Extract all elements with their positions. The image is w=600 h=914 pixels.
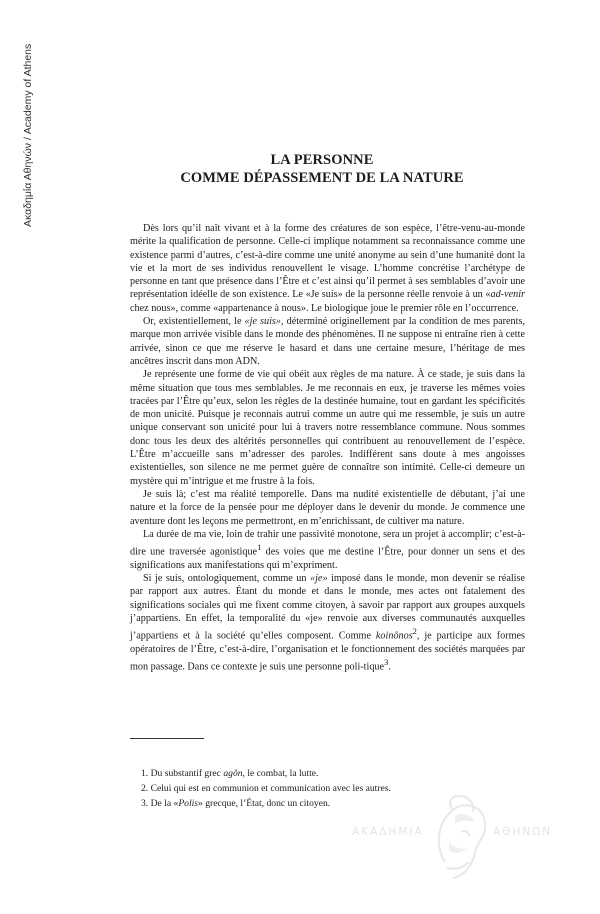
athena-seal-icon xyxy=(425,792,495,884)
footnote-ref: 1 xyxy=(257,542,262,553)
paragraph-2 xyxy=(130,315,525,368)
paragraph-text: Je représente une forme de vie qui obéit aux règles de ma nature. À ce stade, je suis dans la même situation que tous mes semblables. Je me reconnais en eux, je traverse les mêmes voies tracées par l’Être qu’eux, selon les règles de la destinée humaine, tout en gardant les spécificités de mon unicité. Puisque je reconnais autrui comme un autre qui me ressemble, je suis un autre unique conservant son unicité pour lui à travers notre ressemblance commune. Nous sommes donc tous les deux des altérités personnelles qui contribuent au renouvellement de l’espèce. L’Être m’accueille sans m’adresser des paroles. Indifférent sans doute à mes angoisses existentielles, son silence ne me permet guère de connaître son intimité. Celle-ci demeure un mystère qui m’intrigue et me frustre à la fois. xyxy=(130,369,525,487)
paragraph-text: Or, existentiellement, le xyxy=(143,316,245,328)
footnote-text: , le combat, la lutte. xyxy=(242,768,319,779)
paragraph-text: Si je suis, ontologiquement, comme un xyxy=(143,573,310,585)
footnote-emphasis: agôn xyxy=(223,768,243,779)
footnote-text: » grecque, l’État, donc un citoyen. xyxy=(198,798,331,809)
paragraph-3 xyxy=(130,368,525,488)
paragraph-4 xyxy=(130,488,525,528)
chapter-title-line-1: LA PERSONNE xyxy=(270,152,374,168)
paragraph-text: chez nous», comme «appartenance à nous». Le biologique joue le premier rôle en l’occurrence. xyxy=(130,302,519,314)
body-text xyxy=(130,222,525,674)
footnote-ref: 2 xyxy=(412,626,417,637)
watermark-text-right: ΑΘΗΝΩΝ xyxy=(493,826,553,838)
chapter-title xyxy=(120,151,524,187)
footnote-text: 3. De la « xyxy=(141,798,179,809)
paragraph-text: , déterminé originellement par la condition de mes parents, marque mon arrivée visible dans le monde des phénomènes. Il ne suppose ni entraîne rien à cette arrivée, sinon ce que me réserve le hasard et dans une certaine mesure, l’héritage de mes ancêtres inscrit dans mon ADN. xyxy=(130,316,525,367)
paragraph-6 xyxy=(130,572,525,674)
paragraph-emphasis: «je suis» xyxy=(244,316,281,328)
paragraph-text: Dès lors qu’il naît vivant et à la forme des créatures de son espèce, l’être-venu-au-monde mérite la qualification de personne. Celle-ci implique notamment sa reconnaissance comme une existence parmi d’autres, c’est-à-dire comme une unité anonyme au sein d’une humanité dont la vie et la mort de ses individus renouvellent le visage. L’homme concrétise l’archétype de personne en tant que présence dans l’Être et c’est ainsi qu’il permet à ses semblables d’avoir une représentation idéelle de son existence. Le «Je suis» de la personne réelle renvoie à un « xyxy=(130,223,525,301)
footnote-text: 1. Du substantif grec xyxy=(141,768,224,779)
paragraph-text: . xyxy=(388,661,391,673)
chapter-title-line-2: COMME DÉPASSEMENT DE LA NATURE xyxy=(180,170,464,186)
footnote-divider xyxy=(130,738,204,739)
paragraph-1 xyxy=(130,222,525,315)
watermark-text-left: ΑΚΑΔΗΜΙΑ xyxy=(352,826,424,838)
footnote-text: 2. Celui qui est en communion et communication avec les autres. xyxy=(141,783,391,794)
paragraph-emphasis: «je» xyxy=(310,573,328,585)
archive-side-label: Ακαδημία Αθηνών / Academy of Athens xyxy=(22,44,34,228)
footnote-1 xyxy=(141,766,521,781)
paragraph-emphasis: ad-venir xyxy=(490,289,525,301)
paragraph-text: La durée de ma vie, loin de trahir une passivité monotone, sera un projet à accomplir; c’est-à-dire une traversée agonistique xyxy=(130,528,525,558)
paragraph-emphasis: koinônos xyxy=(375,630,413,642)
paragraph-text: , je participe aux formes opératoires de l’Être, c’est-à-dire, l’organisation et le fonctionnement des sociétés marquées par mon passage. Dans ce contexte je suis une personne poli-tique xyxy=(130,630,525,673)
paragraph-text: Je suis là; c’est ma réalité temporelle. Dans ma nudité existentielle de débutant, j’ai une nature et la force de la pensée pour me déployer dans le devenir du monde. Je commence une aventure dont les leçons me permettront, en m’enrichissant, de cultiver ma nature. xyxy=(130,488,525,527)
footnote-ref: 3 xyxy=(384,657,389,668)
footnote-emphasis: Polis xyxy=(178,798,199,809)
paragraph-5 xyxy=(130,528,525,572)
paragraph-text: imposé dans le monde, mon devenir se réalise par rapport aux autres. Étant du monde et dans le monde, mes actes ont fatalement des significations sociales qui me fixent comme citoyen, à savoir par rapport aux groupes auxquels j’appartiens. En effet, la temporalité du «je» renvoie aux diverses communautés auxquelles j’appartiens et à la société qu’elles composent. Comme xyxy=(130,573,525,642)
paragraph-text: des voies que me destine l’Être, pour donner un sens et des significations aux manifestations qui m’expriment. xyxy=(130,546,525,571)
